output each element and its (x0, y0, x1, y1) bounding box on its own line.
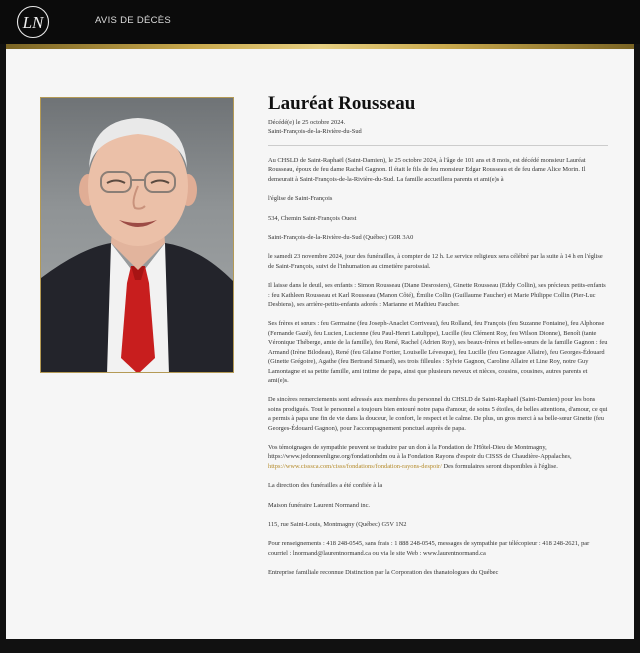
laurent-normand-logo[interactable] (12, 4, 54, 40)
funeral-details: le samedi 23 novembre 2024, jour des funérailles, à compter de 12 h. Le service religieux sera célébré par la suite à 14 h en l'église de Saint-François, suivi de l'inhumation au cimetière paroissial. (268, 253, 603, 270)
portrait-photo (40, 97, 234, 373)
contact-info: Pour renseignements : 418 248-0545, sans frais : 1 888 248-0545, messages de sympathie par télécopieur : 418 248-2621, par courriel : lnormand@laurentnormand.ca ou via le site Web : www.laurentnormand.ca (268, 540, 590, 557)
obituary-text (268, 156, 608, 578)
nav-obituaries-link[interactable]: AVIS DE DÉCÈS (95, 15, 172, 26)
portrait-illustration (41, 98, 234, 373)
residence-location: Saint-François-de-la-Rivière-du-Sud (268, 128, 362, 135)
death-date: Décédé(e) le 25 octobre 2024. (268, 119, 346, 126)
svg-text:LN: LN (22, 13, 44, 32)
donations-forms-text: Des formulaires seront disponibles à l'église. (441, 462, 558, 470)
obituary-content (268, 93, 608, 588)
site-header (0, 0, 640, 44)
obituary-card (6, 49, 634, 639)
donations-paragraph (268, 443, 608, 471)
family-paragraph: Il laisse dans le deuil, ses enfants : Simon Rousseau (Diane Desrosiers), Ginette Rousseau (Eddy Collin), ses précieux petits-enfants : feu Kathleen Rousseau et Karl Rousseau (Manon Côté), Émilie Collin (Guillaume Faucher) et Marie Philippe Collin (Pier-Luc Desbiens), ses arrière-petits-enfants adorés : Marianne et Mathieu Faucher. (268, 282, 606, 309)
intro-paragraph: Au CHSLD de Saint-Raphaël (Saint-Damien), le 25 octobre 2024, à l'âge de 101 ans et 8 mois, est décédé monsieur Lauréat Rousseau, époux de feu dame Rachel Gagnon. Il était le fils de feu monsieur Edgar Rousseau et de feu dame Alice Morin. Il demeurait à Saint-François-de-la-Rivière-du-Sud. La famille accueillera parents et ami(e)s à (268, 157, 586, 183)
rayons-espoir-link[interactable]: https://www.cisssca.com/cisss/fondations/fondation-rayons-despoir/ (268, 462, 442, 470)
visitation-city: Saint-François-de-la-Rivière-du-Sud (Québec) G0R 3A0 (268, 234, 414, 242)
funeral-home-address: 115, rue Saint-Louis, Montmagny (Québec) G5V 1N2 (268, 520, 407, 528)
deceased-name: Lauréat Rousseau (268, 93, 416, 114)
siblings-paragraph: Ses frères et sœurs : feu Germaine (feu Joseph-Anaclet Corriveau), feu Rolland, feu François (feu Suzanne Fontaine), feu Alphonse (Fernande Gazé), feu Lucien, Lucienne (feu Paul-Henri Latulippe), Lucille (feu Clément Roy, feu Wilson Dionne), Benoît (tante Véronique Théberge, amie de la famille), feu René, Rachel (Adrien Roy), ses beaux-frères et belles-sœurs de la famille Gagnon : feu Armand (Irène Bilodeau), René (feu Gilaine Fortier, Louiselle Lévesque), feu Lucille (feu Gonzague Allaire), feu Georges-Édouard (Ginette Grégoire), Agathe (feu Bertrand Simard), ses trois filleules : Sylvie Gagnon, Caroline Allaire et Line Roy, notre Guy Lamontagne et sa petite famille, ami intime de papa, ainsi que plusieurs neveux et nièces, cousins, cousines, autres parents et ami(e)s. (268, 320, 608, 384)
thanks-paragraph: De sincères remerciements sont adressés aux membres du personnel du CHSLD de Saint-Raphaël (Saint-Damien) pour les bons soins prodigués. Tout le personnel a toujours bien entouré notre papa d'amour, de soins 5 étoiles, de belles attentions, d'amour, ce qui a permis à papa une fin de vie dans la douceur, le confort, le respect et le calme. De plus, un gros merci à sa belle-sœur Ginette (feu Georges-Édouard Gagnon), pour l'accompagnement ponctuel auprès de papa. (268, 396, 608, 432)
funeral-direction: La direction des funérailles a été confiée à la (268, 482, 383, 490)
distinction-note: Entreprise familiale reconnue Distinction par la Corporation des thanatologues du Québec (268, 569, 499, 577)
donations-text: Vos témoignages de sympathie peuvent se traduire par un don à la Fondation de l'Hôtel-Dieu de Montmagny, https://www.jedonneenligne.org/fondationhdm ou à la Fondation Rayons d'espoir du CISSS de Chaudière-Appalaches, (268, 443, 572, 461)
content-separator (268, 145, 608, 146)
visitation-place: l'église de Saint-François (268, 195, 333, 203)
visitation-address: 534, Chemin Saint-François Ouest (268, 214, 357, 222)
funeral-home-name: Maison funéraire Laurent Normand inc. (268, 501, 371, 509)
